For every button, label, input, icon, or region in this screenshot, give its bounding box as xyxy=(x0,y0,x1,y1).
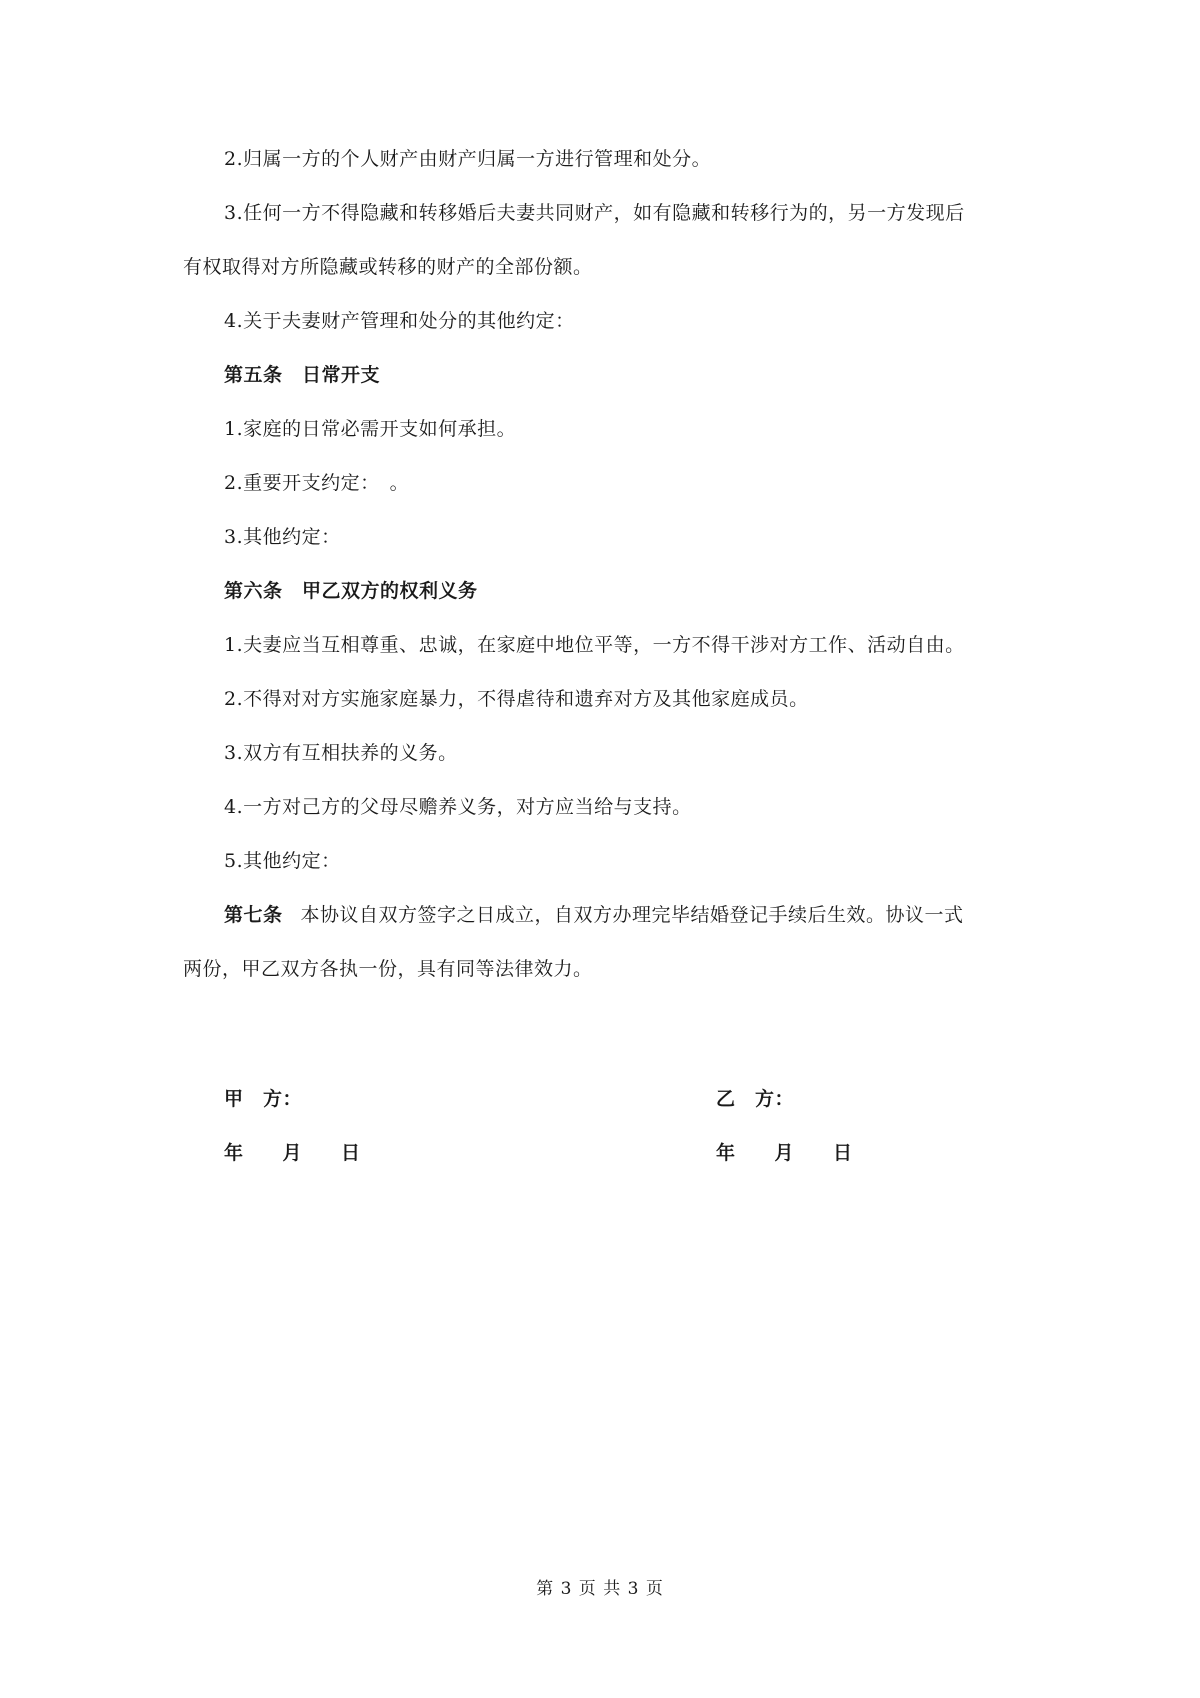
paragraph-line: 4.关于夫妻财产管理和处分的其他约定： xyxy=(224,310,575,332)
paragraph-line: 1.夫妻应当互相尊重、忠诚，在家庭中地位平等，一方不得干涉对方工作、活动自由。 xyxy=(224,634,965,656)
party-a-signature-label: 甲 方： xyxy=(224,1088,303,1110)
paragraph-text: 本协议自双方签字之日成立，自双方办理完毕结婚登记手续后生效。协议一式 xyxy=(300,904,964,926)
paragraph-line: 3.任何一方不得隐藏和转移婚后夫妻共同财产，如有隐藏和转移行为的，另一方发现后 xyxy=(224,202,965,224)
page-footer: 第 3 页 共 3 页 xyxy=(536,1579,664,1599)
party-b-date-label: 年 月 日 xyxy=(716,1142,853,1164)
paragraph-line: 2.重要开支约定： 。 xyxy=(224,472,410,494)
article-heading: 第七条 xyxy=(224,904,283,926)
party-b-signature-label: 乙 方： xyxy=(716,1088,795,1110)
paragraph-line: 有权取得对方所隐藏或转移的财产的全部份额。 xyxy=(183,256,593,278)
paragraph-line: 两份，甲乙双方各执一份，具有同等法律效力。 xyxy=(183,958,593,980)
paragraph-line: 2.归属一方的个人财产由财产归属一方进行管理和处分。 xyxy=(224,148,712,170)
article-heading: 第五条 日常开支 xyxy=(224,364,381,386)
party-a-date-label: 年 月 日 xyxy=(224,1142,361,1164)
paragraph-line: 2.不得对对方实施家庭暴力，不得虐待和遗弃对方及其他家庭成员。 xyxy=(224,688,809,710)
paragraph-line: 1.家庭的日常必需开支如何承担。 xyxy=(224,418,517,440)
article-heading: 第六条 甲乙双方的权利义务 xyxy=(224,580,478,602)
paragraph-line: 5.其他约定： xyxy=(224,850,341,872)
paragraph-line: 4.一方对己方的父母尽赡养义务，对方应当给与支持。 xyxy=(224,796,692,818)
article-seven-line xyxy=(224,902,964,928)
paragraph-line: 3.其他约定： xyxy=(224,526,341,548)
paragraph-line: 3.双方有互相扶养的义务。 xyxy=(224,742,458,764)
